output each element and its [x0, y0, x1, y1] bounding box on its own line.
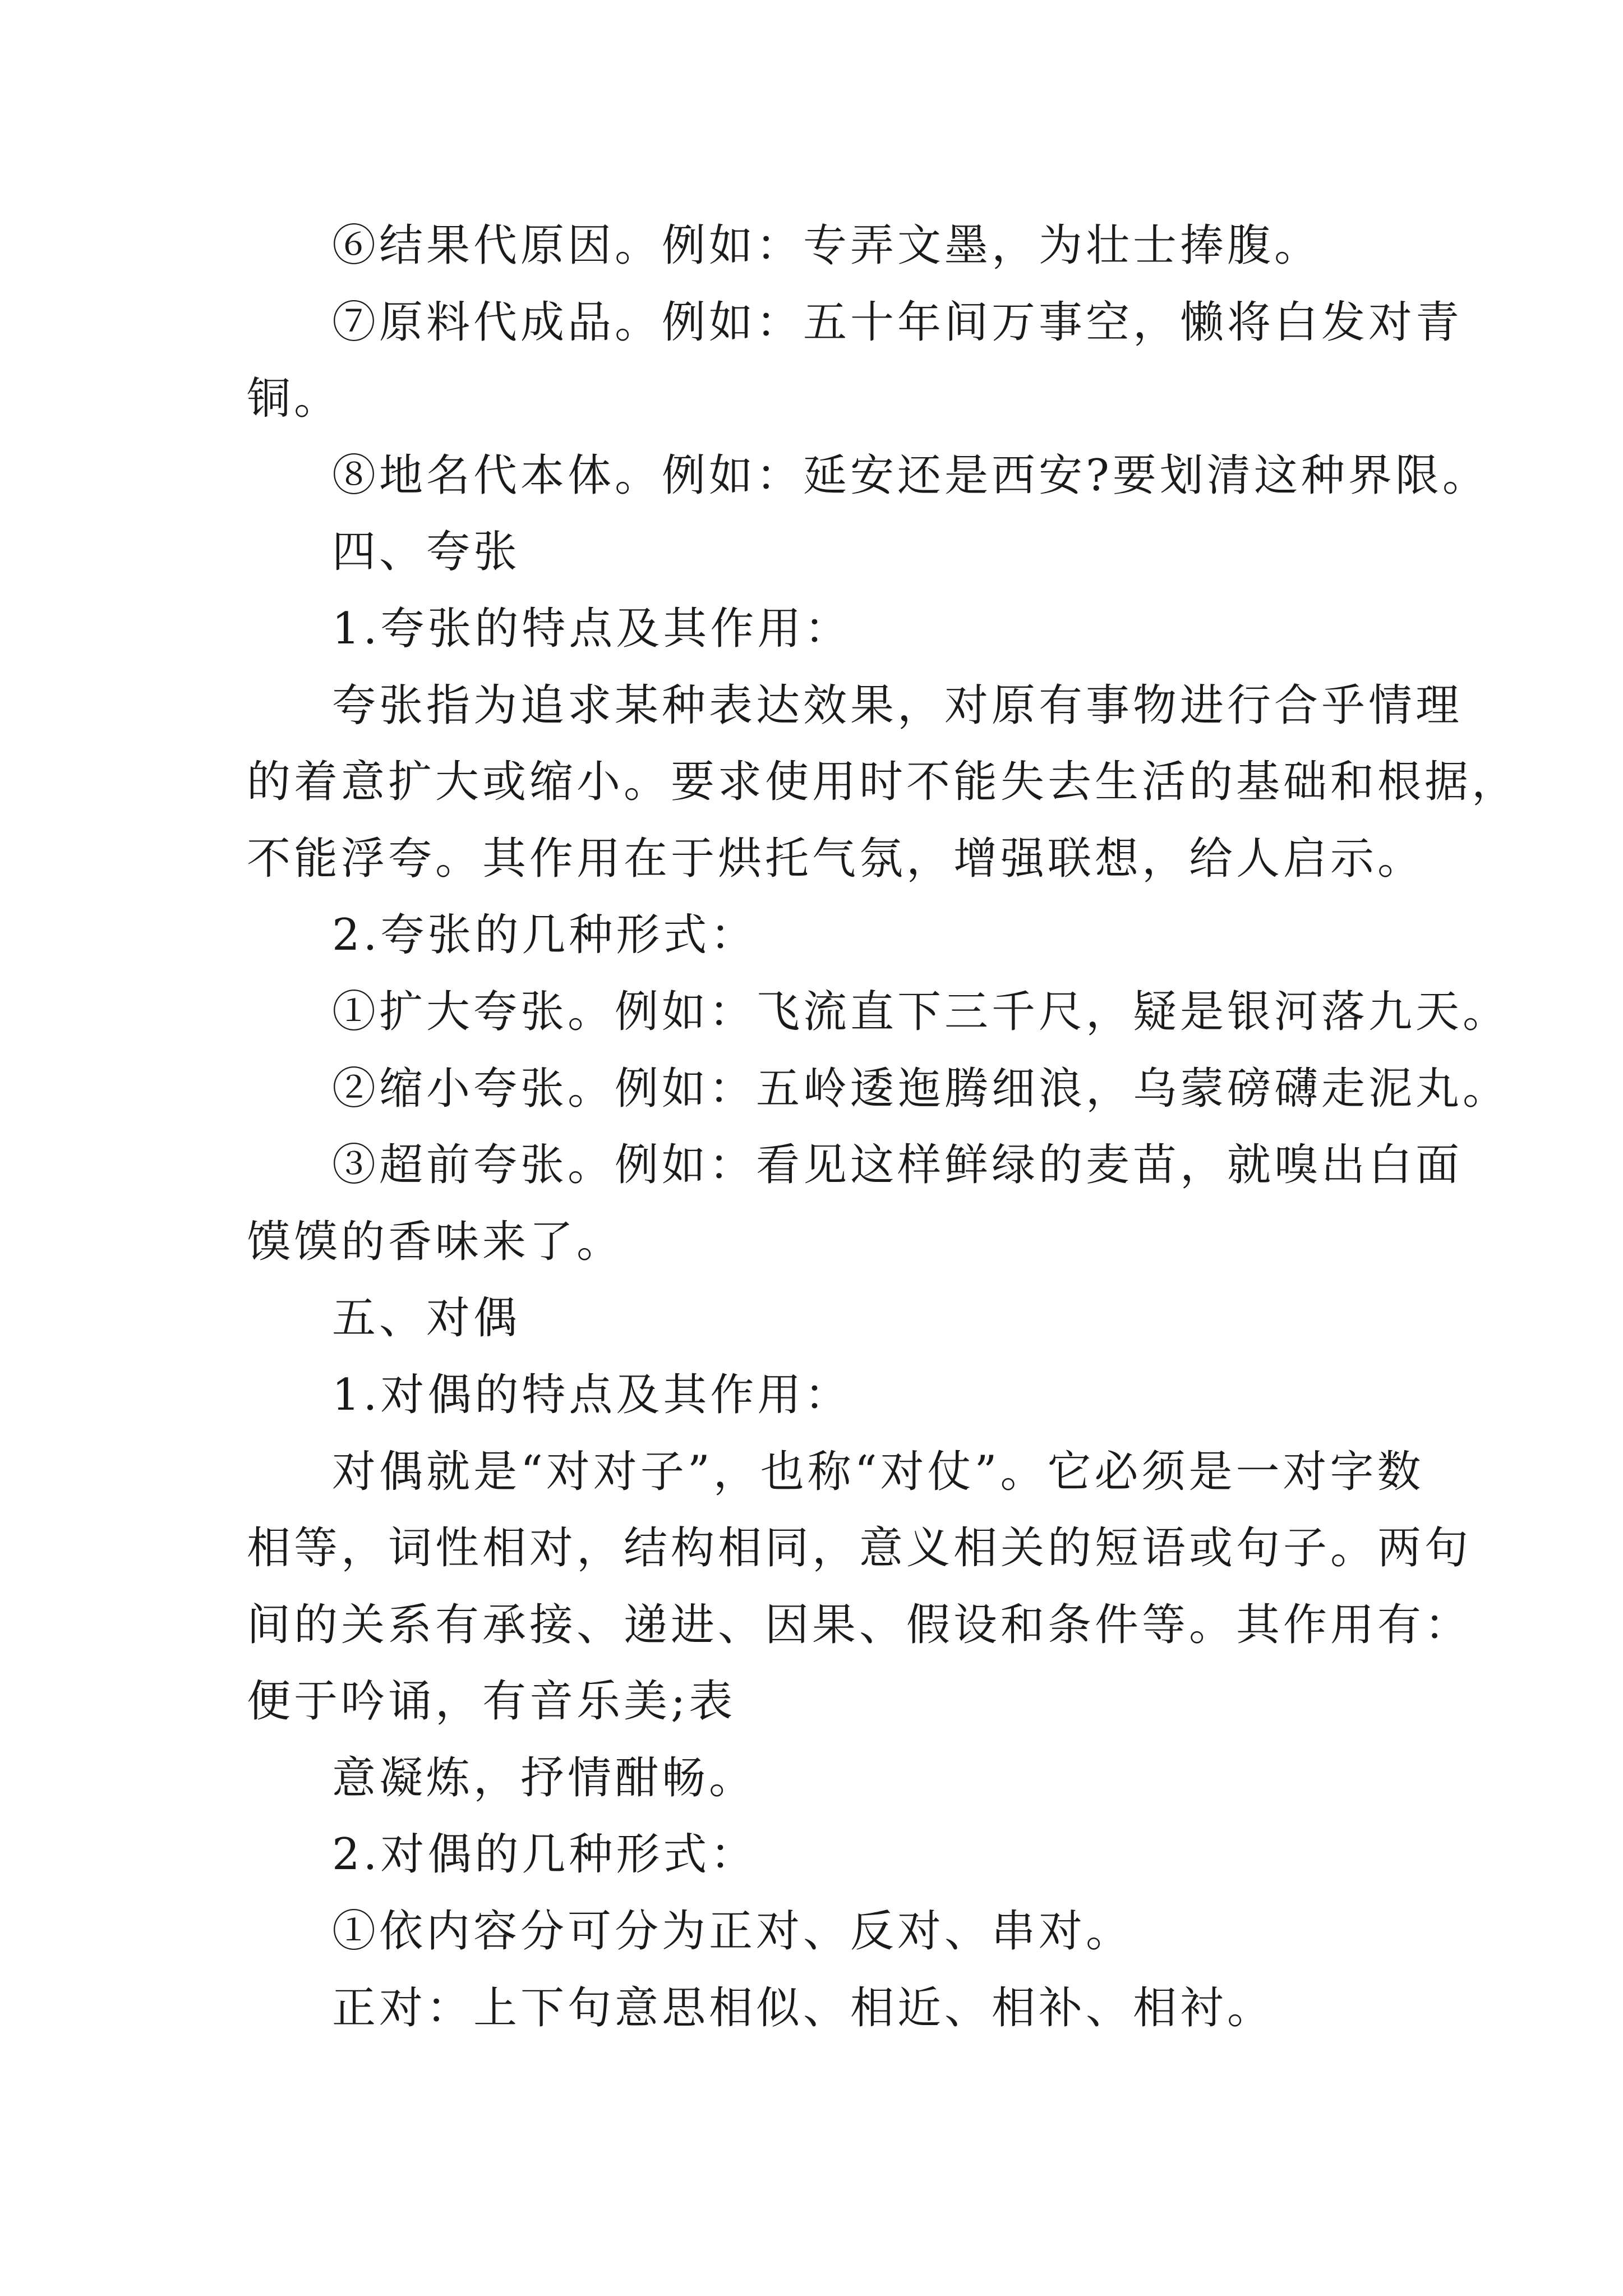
text-line: ①扩大夸张。例如：飞流直下三千尺，疑是银河落九天。: [332, 986, 1510, 1037]
text-line: ②缩小夸张。例如：五岭逶迤腾细浪，乌蒙磅礴走泥丸。: [332, 1063, 1510, 1114]
text-line: 相等，词性相对，结构相同，意义相关的短语或句子。两句: [247, 1523, 1472, 1574]
text-line: ①依内容分可分为正对、反对、串对。: [332, 1906, 1133, 1957]
text-line: ⑦原料代成品。例如：五十年间万事空，懒将白发对青: [332, 297, 1463, 348]
text-line: 间的关系有承接、递进、因果、假设和条件等。其作用有：: [247, 1599, 1472, 1650]
text-line: 不能浮夸。其作用在于烘托气氛，增强联想，给人启示。: [247, 833, 1425, 884]
text-line: 对偶就是“对对子”，也称“对仗”。它必须是一对字数: [332, 1446, 1424, 1497]
text-line: 意凝炼，抒情酣畅。: [332, 1752, 757, 1803]
text-line: ⑥结果代原因。例如：专弄文墨，为壮士捧腹。: [332, 220, 1322, 271]
text-line: 夸张指为追求某种表达效果，对原有事物进行合乎情理: [332, 680, 1463, 731]
document-body: [247, 208, 1519, 2046]
subsection-heading: 1.夸张的特点及其作用：: [332, 603, 852, 654]
text-line: 正对：上下句意思相似、相近、相补、相衬。: [332, 1982, 1275, 2033]
text-line: 铜。: [247, 374, 342, 425]
section-heading: 五、对偶: [332, 1293, 521, 1344]
subsection-heading: 2.对偶的几种形式：: [332, 1829, 758, 1880]
text-line: ⑧地名代本体。例如：延安还是西安?要划清这种界限。: [332, 450, 1490, 501]
text-line: 便于吟诵，有音乐美;表: [247, 1676, 736, 1727]
section-heading: 四、夸张: [332, 527, 521, 578]
subsection-heading: 1.对偶的特点及其作用：: [332, 1369, 852, 1420]
text-line: 的着意扩大或缩小。要求使用时不能失去生活的基础和根据，: [247, 757, 1519, 808]
subsection-heading: 2.夸张的几种形式：: [332, 910, 758, 961]
text-line: ③超前夸张。例如：看见这样鲜绿的麦苗，就嗅出白面: [332, 1140, 1463, 1191]
text-line: 馍馍的香味来了。: [247, 1216, 624, 1267]
